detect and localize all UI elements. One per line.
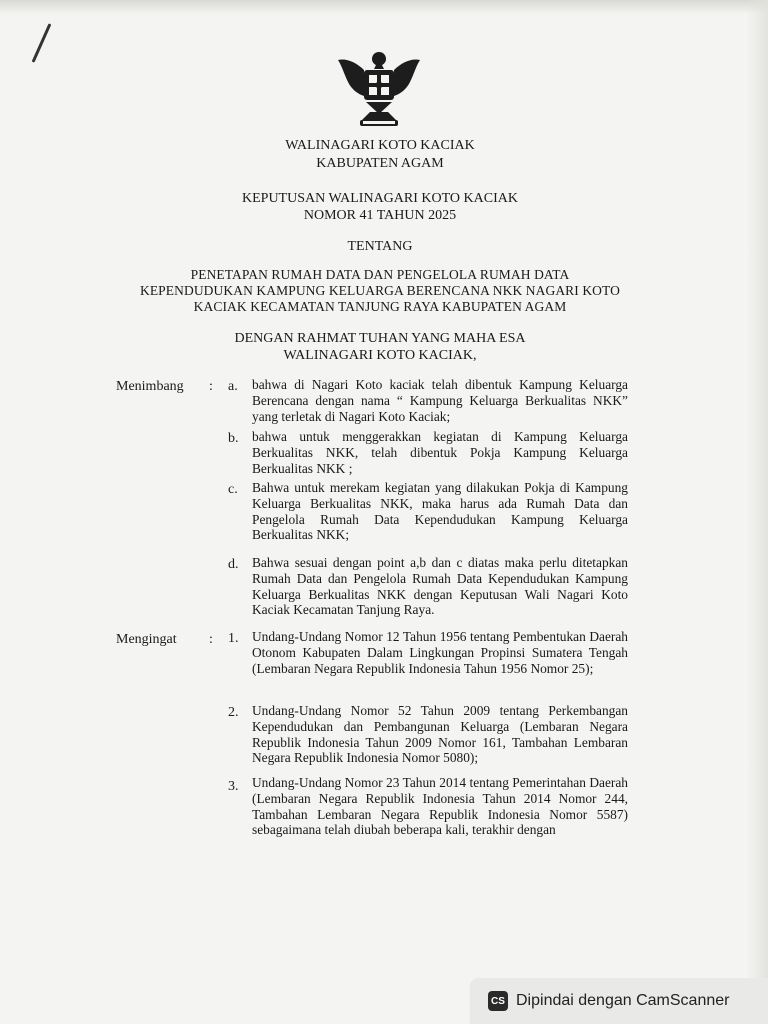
decree-title: KEPUTUSAN WALINAGARI KOTO KACIAK <box>242 191 518 206</box>
mengingat-colon: : <box>209 632 213 647</box>
blessing-line-1: DENGAN RAHMAT TUHAN YANG MAHA ESA <box>234 331 526 346</box>
pen-mark <box>32 23 52 63</box>
village-head-line: WALINAGARI KOTO KACIAK <box>285 138 475 153</box>
blessing-line-2: WALINAGARI KOTO KACIAK, <box>283 348 477 363</box>
menimbang-colon: : <box>209 379 213 394</box>
mengingat-item-3: Undang-Undang Nomor 23 Tahun 2014 tentang Pemerintahan Daerah (Lembaran Negara Republik Indonesia Tahun 2014 Nomor 244, Tambahan Lembaran Negara Republik Indonesia Nomor 5587) sebagaimana telah diubah beberapa kali, terakhir dengan <box>252 775 628 838</box>
subject-line-1: PENETAPAN RUMAH DATA DAN PENGELOLA RUMAH DATA <box>190 267 570 282</box>
regency-line: KABUPATEN AGAM <box>316 156 444 171</box>
menimbang-marker-a: a. <box>228 379 238 394</box>
menimbang-item-c: Bahwa untuk merekam kegiatan yang dilakukan Pokja di Kampung Keluarga Berkualitas NKK, maka harus ada Rumah Data dan Pengelola Rumah Data Kependudukan Kampung Keluarga Berkualitas NKK; <box>252 480 628 543</box>
subject-line-3: KACIAK KECAMATAN TANJUNG RAYA KABUPATEN AGAM <box>193 299 567 314</box>
about-heading: TENTANG <box>347 239 413 254</box>
camscanner-logo-icon: CS <box>488 991 508 1011</box>
mengingat-marker-3: 3. <box>228 779 239 794</box>
mengingat-item-2: Undang-Undang Nomor 52 Tahun 2009 tentang Perkembangan Kependudukan dan Pembangunan Keluarga (Lembaran Negara Republik Indonesia Tahun 2009 Nomor 161, Tambahan Lembaran Negara Republik Indonesia Nomor 5080); <box>252 703 628 766</box>
camscanner-watermark <box>470 978 768 1024</box>
menimbang-marker-c: c. <box>228 482 238 497</box>
mengingat-marker-1: 1. <box>228 631 239 646</box>
camscanner-label: Dipindai dengan CamScanner <box>516 992 730 1009</box>
garuda-emblem <box>334 48 424 130</box>
menimbang-marker-d: d. <box>228 557 239 572</box>
mengingat-marker-2: 2. <box>228 705 239 720</box>
menimbang-item-a: bahwa di Nagari Koto kaciak telah dibentuk Kampung Keluarga Berencana dengan nama “ Kampung Keluarga Berkualitas NKK” yang terletak di Nagari Koto Kaciak; <box>252 377 628 424</box>
menimbang-item-b: bahwa untuk menggerakkan kegiatan di Kampung Keluarga Berkualitas NKK, telah dibentuk Pokja Kampung Keluarga Berkualitas NKK ; <box>252 429 628 476</box>
mengingat-item-1: Undang-Undang Nomor 12 Tahun 1956 tentang Pembentukan Daerah Otonom Kabupaten Dalam Lingkungan Propinsi Sumatera Tengah (Lembaran Negara Republik Indonesia Tahun 1956 Nomor 25); <box>252 629 628 676</box>
decree-number: NOMOR 41 TAHUN 2025 <box>303 208 457 223</box>
menimbang-label: Menimbang <box>116 379 184 394</box>
scan-edge-top <box>0 0 768 14</box>
menimbang-marker-b: b. <box>228 431 239 446</box>
menimbang-item-d: Bahwa sesuai dengan point a,b dan c diatas maka perlu ditetapkan Rumah Data dan Pengelola Rumah Data Kependudukan Kampung Keluarga Berkualitas NKK dengan Keputusan Wali Nagari Koto Kaciak Kecamatan Tanjung Raya. <box>252 555 628 618</box>
mengingat-label: Mengingat <box>116 632 177 647</box>
subject-line-2: KEPENDUDUKAN KAMPUNG KELUARGA BERENCANA NKK NAGARI KOTO <box>139 283 620 298</box>
